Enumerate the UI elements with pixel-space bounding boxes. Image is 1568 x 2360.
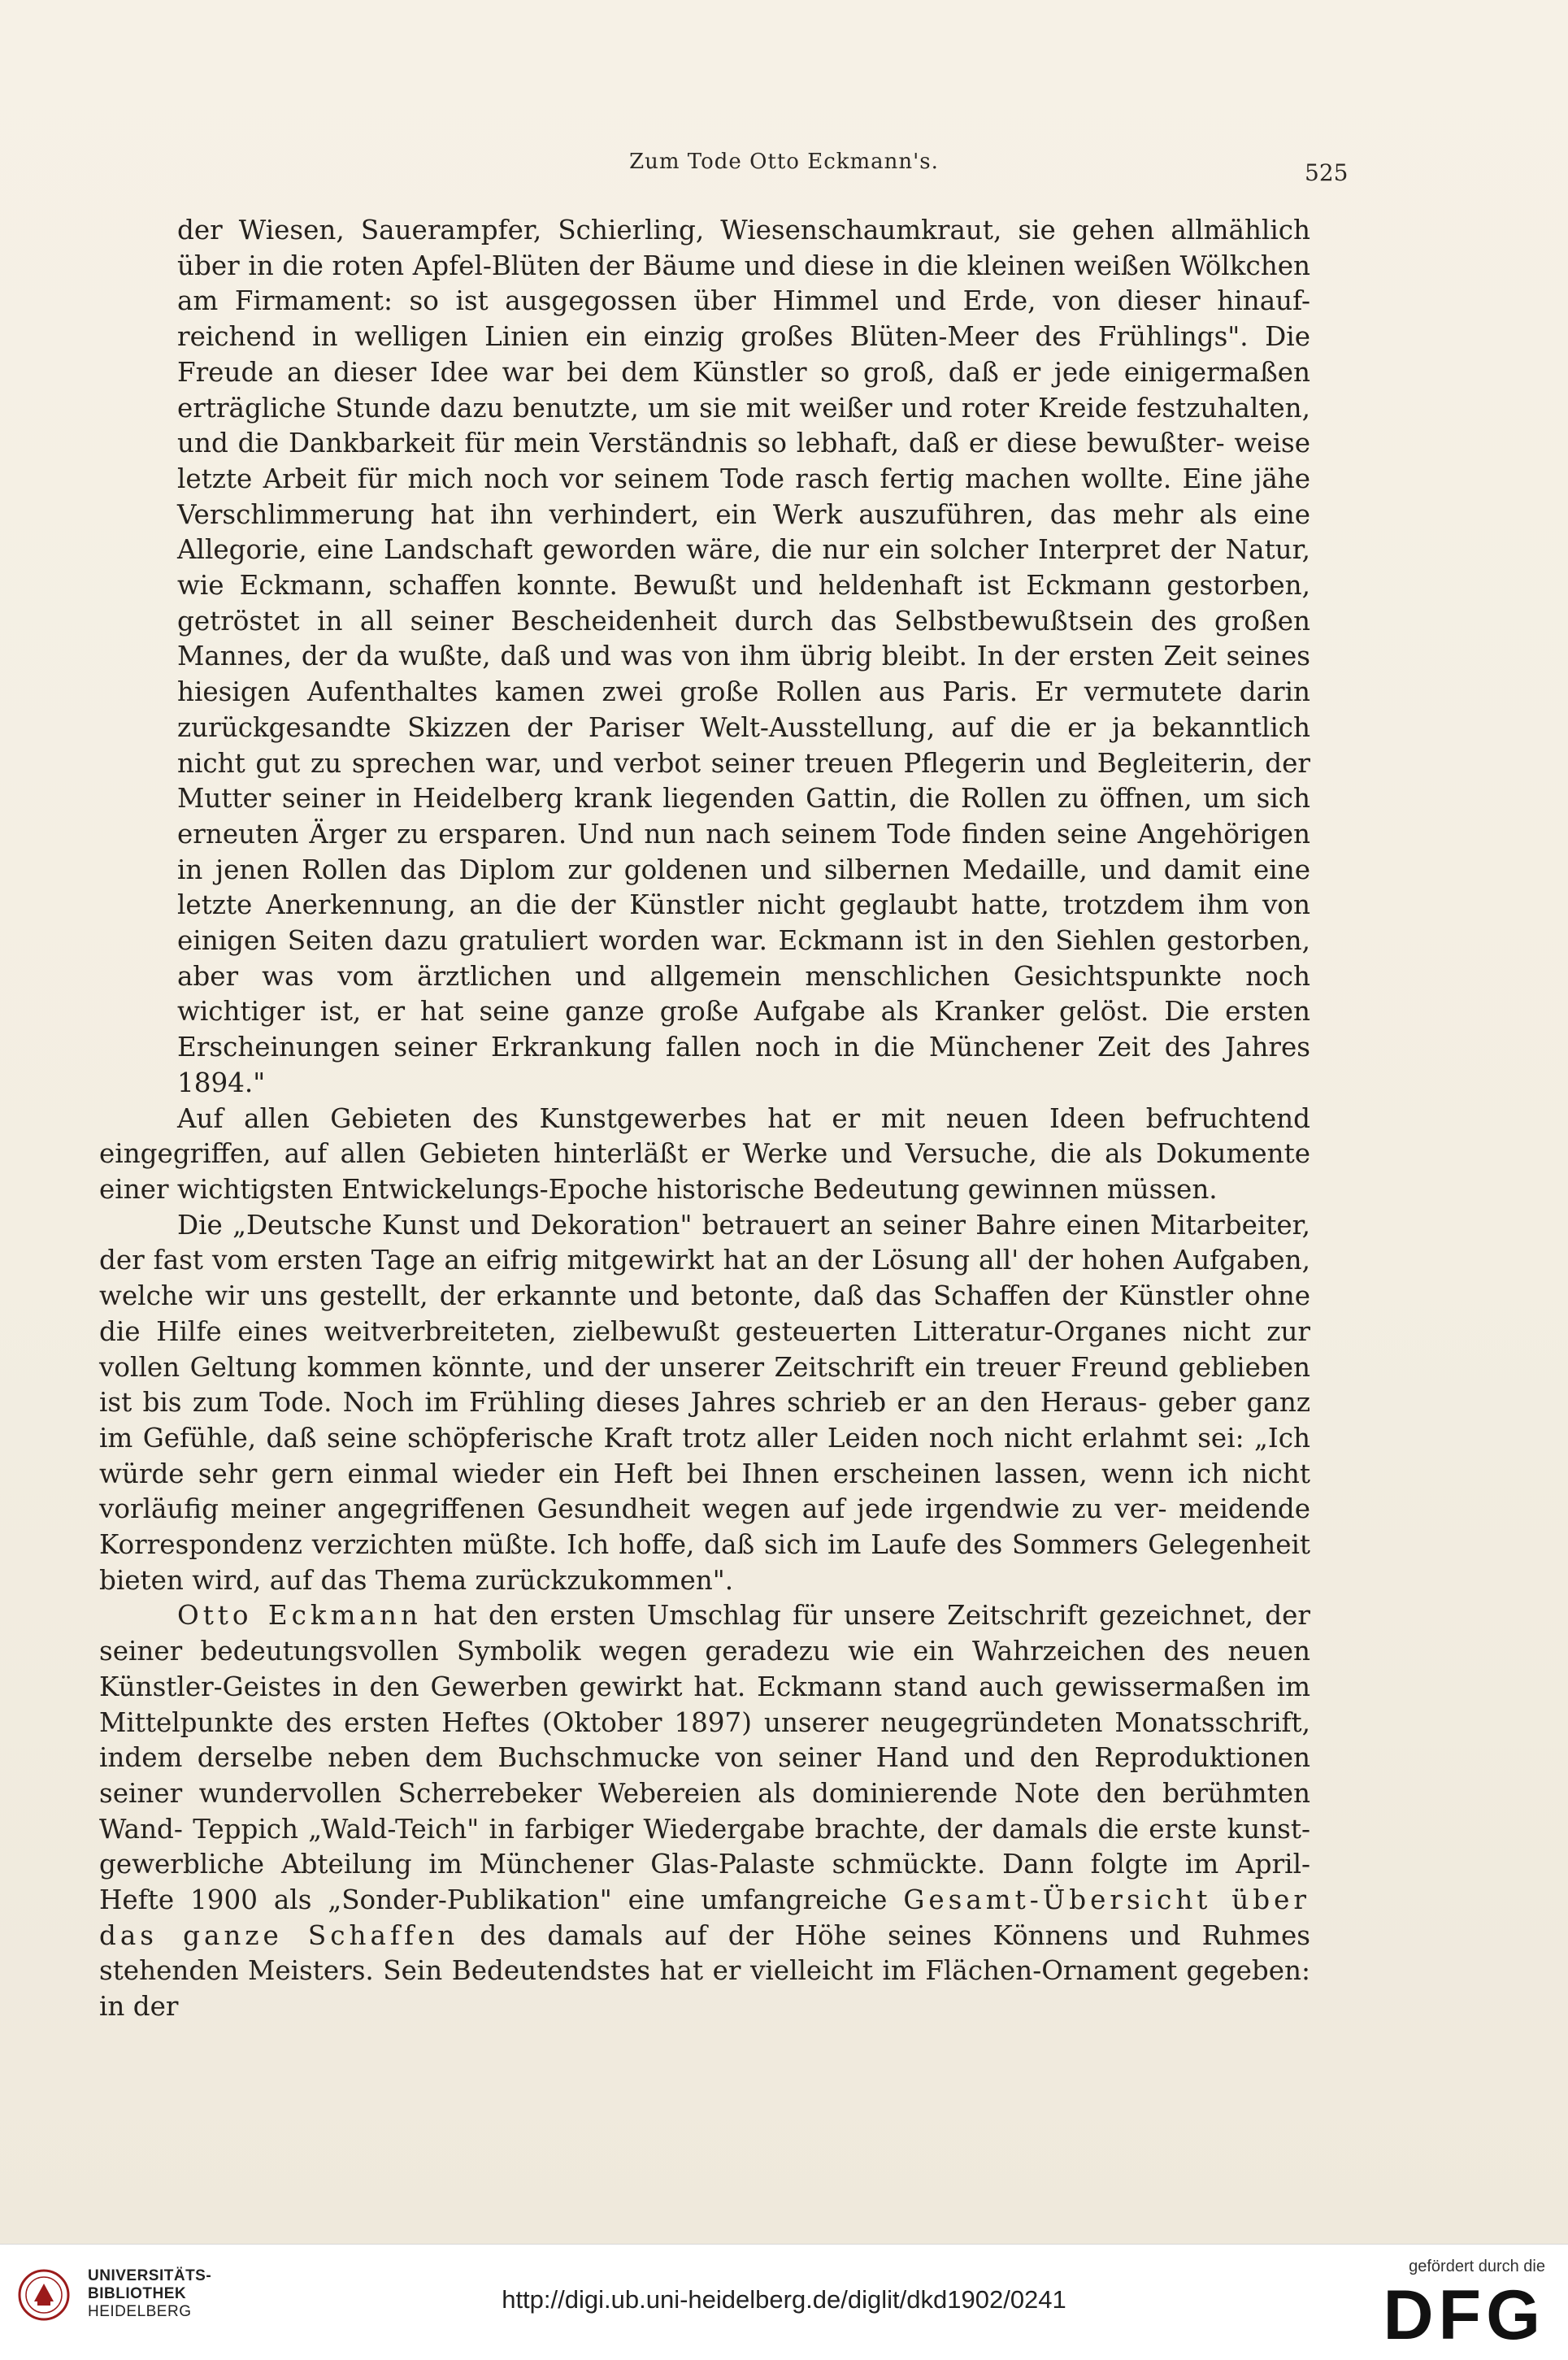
text-line: geber ganz im Gefühle, daß seine schöpferische Kraft trotz aller Leiden noch nicht erlahmt (99, 1387, 1311, 1454)
text-line: eingegriffen, auf allen Gebieten hinterläßt er Werke und Versuche, die als Dokumente (99, 1138, 1310, 1170)
text-line: Mittelpunkte des ersten Heftes (Oktober 1897) unserer neugegründeten Monatsschrift, (99, 1706, 1310, 1738)
paragraph-continuation (177, 213, 1310, 1102)
spaced-phrase: Gesamt-Übersicht über (903, 1884, 1310, 1916)
text-line: der Wiesen, Sauerampfer, Schierling, Wiesenschaumkraut, sie gehen allmählich über (177, 215, 1310, 281)
text-line: hatte, trotzdem ihm von einigen Seiten dazu gratuliert worden war. Eckmann ist (177, 889, 1310, 957)
text-line: meidende Korrespondenz verzichten müßte. Ich hoffe, daß sich im Laufe des Sommers (99, 1493, 1310, 1561)
text-line: vermutete darin zurückgesandte Skizzen der Pariser Welt-Ausstellung, auf die er (177, 676, 1311, 743)
spaced-name: Otto Eckmann (177, 1600, 422, 1632)
text-line: gewerbliche Abteilung im Münchener Glas-Palaste schmückte. Dann folgte im April- (99, 1849, 1310, 1880)
library-name-line: BIBLIOTHEK (88, 2285, 187, 2302)
text-line: ersten Zeit seines hiesigen Aufenthaltes kamen zwei große Rollen aus Paris. Er (177, 641, 1310, 708)
paragraph-kunstgewerbe (99, 1102, 1310, 1208)
text-line: weise letzte Arbeit für mich noch vor seinem Tode rasch fertig machen wollte. (177, 428, 1310, 494)
text-line: Meisters. Sein Bedeutendstes hat er vielleicht im Flächen-Ornament gegeben: in der (99, 1955, 1310, 2023)
page-number: 525 (1305, 159, 1349, 186)
text-line: Künstler ohne die Hilfe eines weitverbreiteten, zielbewußt gesteuerten Litteratur-Organes (99, 1280, 1310, 1347)
funded-by-label: gefördert durch die (1409, 2258, 1545, 2275)
spaced-phrase: das ganze Schaffen (99, 1919, 459, 1951)
text-line: Aufgaben, welche wir uns gestellt, der erkannte und betonte, daß das Schaffen der (99, 1245, 1310, 1312)
text-line: sei: „Ich würde sehr gern einmal wieder ein Heft bei Ihnen erscheinen lassen, wenn (99, 1422, 1310, 1489)
permalink-url[interactable]: http://digi.ub.uni-heidelberg.de/diglit/dkd1902/0241 (502, 2285, 1066, 2314)
text-line: Freude an dieser Idee war bei dem Künstler so groß, daß er jede einigermaßen (177, 356, 1310, 388)
text-line: Begleiterin, der Mutter seiner in Heidelberg krank liegenden Gattin, die Rollen (177, 747, 1310, 815)
text-line: einer wichtigsten Entwickelungs-Epoche historische Bedeutung gewinnen müssen. (99, 1173, 1218, 1205)
text-line: großen Mannes, der da wußte, daß und was von ihm übrig bleibt. In der (177, 605, 1311, 672)
text-line: der Natur, wie Eckmann, schaffen konnte. Bewußt und heldenhaft ist Eckmann (177, 534, 1311, 602)
body-text (99, 213, 1311, 2025)
text-line: zu öffnen, um sich erneuten Ärger zu ersparen. Und nun nach seinem Tode (177, 783, 1311, 850)
text-line: der fast vom ersten Tage an eifrig mitgewirkt hat an der Lösung all' der hohen (99, 1245, 1165, 1276)
text-line: gestorben, getröstet in all seiner Bescheidenheit durch das Selbstbewußtsein des (177, 570, 1310, 637)
text-line: Teppich „Wald-Teich" in farbiger Wiedergabe brachte, der damals die erste kunst- (193, 1813, 1311, 1845)
text-line: Eine jähe Verschlimmerung hat ihn verhindert, ein Werk auszuführen, das mehr (177, 463, 1311, 530)
running-head: Zum Tode Otto Eckmann's. (629, 150, 939, 174)
text-line: erträgliche Stunde dazu benutzte, um sie mit weißer und roter Kreide festzuhalten, (177, 392, 1310, 424)
paragraph-deutsche-kunst (99, 1208, 1310, 1599)
text-line: Künstler-Geistes in den Gewerben gewirkt hat. Eckmann stand auch gewissermaßen im (99, 1671, 1310, 1702)
text-line: und die Dankbarkeit für mein Verständnis so lebhaft, daß er diese bewußter- (177, 428, 1225, 459)
text-line: als eine Allegorie, eine Landschaft geworden wäre, die nur ein solcher Interpret (177, 498, 1311, 566)
text-line: seiner bedeutungsvollen Symbolik wegen geradezu wie ein Wahrzeichen des neuen (99, 1636, 1310, 1667)
text-line: wundervollen Scherrebeker Webereien als dominierende Note den berühmten Wand- (99, 1777, 1310, 1845)
library-name-line: UNIVERSITÄTS- (88, 2267, 212, 2284)
dfg-logo: DFG (1383, 2276, 1545, 2354)
text-line: des damals auf der Höhe seines Könnens und Ruhmes stehenden (99, 1919, 1310, 1987)
text-line: Gesichtspunkte noch wichtiger ist, er hat seine ganze große Aufgabe als Kranker (177, 960, 1311, 1028)
text-line: ja bekanntlich nicht gut zu sprechen war, und verbot seiner treuen Pflegerin und (177, 711, 1310, 779)
text-line: Zeit des Jahres 1894." (177, 1032, 1310, 1098)
text-line: Gelegenheit bieten wird, auf das Thema zurückzukommen". (99, 1529, 1311, 1596)
text-line: hat den ersten Umschlag für unsere Zeitschrift gezeichnet, der (421, 1600, 1310, 1632)
text-line: am Firmament: so ist ausgegossen über Himmel und Erde, von dieser hinauf- (177, 285, 1310, 317)
library-name-line: HEIDELBERG (88, 2303, 192, 2320)
text-line: Hefte 1900 als „Sonder-Publikation" eine umfangreiche (99, 1884, 888, 1916)
text-line: finden seine Angehörigen in jenen Rollen das Diplom zur goldenen und silbernen (177, 818, 1310, 885)
text-line: Auf allen Gebieten des Kunstgewerbes hat er mit neuen Ideen befruchtend (177, 1102, 1310, 1134)
paragraph-otto-eckmann (99, 1598, 1310, 2024)
text-line: indem derselbe neben dem Buchschmucke von seiner Hand und den Reproduktionen seiner (99, 1742, 1310, 1809)
text-line: Die „Deutsche Kunst und Dekoration" betrauert an seiner Bahre einen Mitarbeiter, (177, 1209, 1310, 1241)
text-line: nicht zur vollen Geltung kommen könnte, und der unserer Zeitschrift ein treuer Freund (99, 1315, 1310, 1383)
text-line: Medaille, und damit eine letzte Anerkennung, an die der Künstler nicht geglaubt (177, 854, 1310, 921)
text-line: reichend in welligen Linien ein einzig großes Blüten-Meer des Frühlings". Die (177, 321, 1310, 353)
text-line: in die roten Apfel-Blüten der Bäume und diese in die kleinen weißen Wölkchen (248, 250, 1310, 281)
text-line: geblieben ist bis zum Tode. Noch im Frühling dieses Jahres schrieb er an den Heraus- (99, 1351, 1310, 1419)
text-line: gelöst. Die ersten Erscheinungen seiner Erkrankung fallen noch in die Münchener (177, 996, 1310, 1063)
text-line: ich nicht vorläufig meiner angegriffenen Gesundheit wegen auf jede irgendwie zu ver- (99, 1458, 1311, 1525)
viewer-footer (0, 2244, 1568, 2360)
text-line: in den Siehlen gestorben, aber was vom ärztlichen und allgemein menschlichen (177, 925, 1311, 992)
